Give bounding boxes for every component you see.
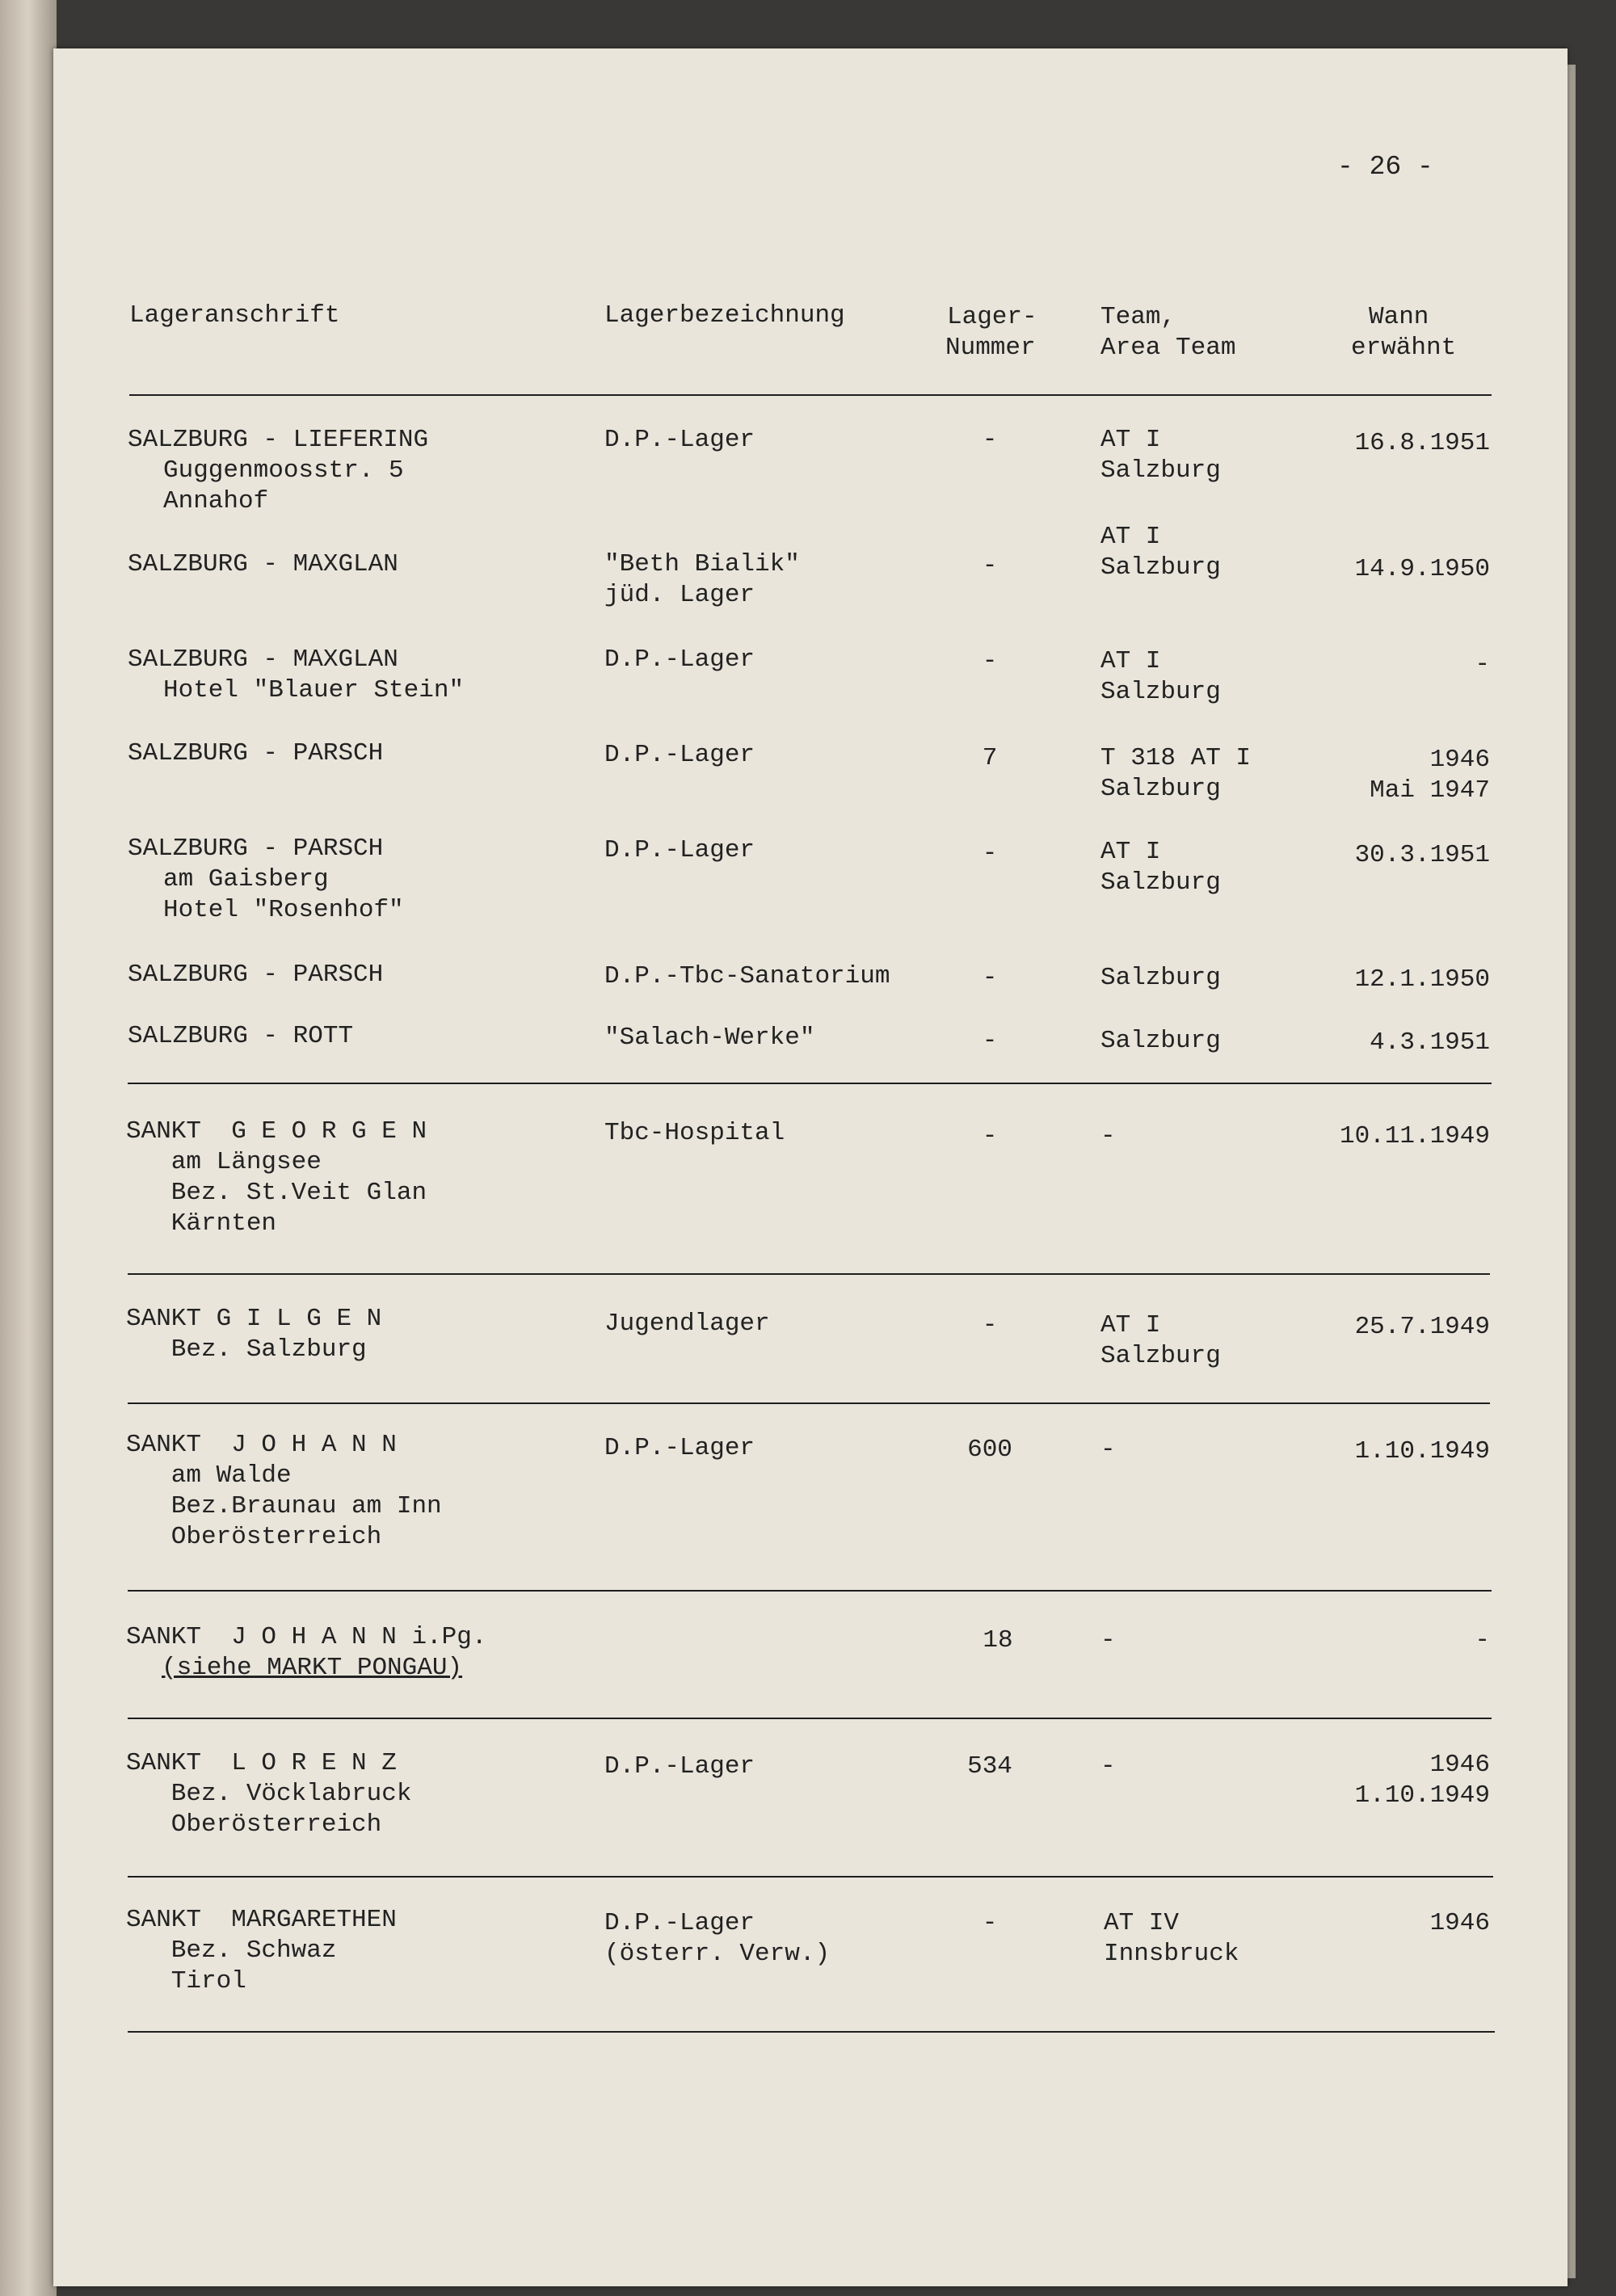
row-date: 12.1.1950	[1354, 965, 1490, 994]
row-address: SALZBURG - ROTT	[128, 1022, 354, 1050]
header-wann-1: Wann	[1369, 303, 1429, 331]
row-address: SALZBURG - PARSCH am Gaisberg Hotel "Rosenhof"	[128, 835, 404, 924]
row-team: AT I Salzburg	[1100, 1311, 1221, 1370]
row-address: SALZBURG - MAXGLAN	[128, 550, 398, 578]
row-date: -	[1475, 1626, 1490, 1655]
row-number: -	[982, 647, 998, 675]
row-designation: D.P.-Lager	[604, 1434, 755, 1462]
row-team: -	[1100, 1122, 1116, 1150]
facing-page-edge	[0, 0, 57, 2296]
section-rule	[128, 1083, 1492, 1084]
row-designation: D.P.-Lager	[604, 1752, 755, 1781]
row-designation: "Beth Bialik" jüd. Lager	[604, 550, 800, 609]
row-address: SALZBURG - LIEFERING Guggenmoosstr. 5 Annahof	[128, 426, 429, 515]
row-date: 30.3.1951	[1354, 841, 1490, 869]
row-number: 18	[983, 1626, 1013, 1655]
header-team-1: Team,	[1100, 303, 1176, 331]
row-team: Salzburg	[1100, 1027, 1221, 1055]
row-team: -	[1100, 1626, 1116, 1655]
row-team: AT I Salzburg	[1100, 838, 1221, 897]
row-address: SANKT G I L G E N Bez. Salzburg	[126, 1305, 382, 1364]
row-number: -	[982, 552, 998, 580]
row-designation: D.P.-Lager	[604, 836, 755, 864]
row-number: -	[982, 426, 998, 454]
row-address: SALZBURG - PARSCH	[128, 961, 384, 989]
header-lagerbezeichnung: Lagerbezeichnung	[604, 301, 845, 330]
header-rule	[129, 394, 1492, 396]
row-team: -	[1100, 1752, 1116, 1781]
row-team: AT IV Innsbruck	[1104, 1909, 1239, 1968]
header-nummer-1: Lager-	[947, 303, 1037, 331]
row-number: 534	[967, 1752, 1012, 1781]
row-designation: "Salach-Werke"	[604, 1024, 815, 1052]
row-date: 10.11.1949	[1339, 1122, 1490, 1150]
row-number: 7	[982, 744, 998, 772]
row-number: -	[982, 839, 998, 868]
row-address: SALZBURG - PARSCH	[128, 739, 384, 767]
row-date: 1946	[1429, 1909, 1490, 1937]
row-designation: D.P.-Lager	[604, 645, 755, 674]
row-date: -	[1475, 650, 1490, 679]
section-rule	[128, 1402, 1490, 1404]
row-number: -	[982, 1311, 998, 1339]
row-address: SALZBURG - MAXGLAN Hotel "Blauer Stein"	[128, 645, 465, 704]
row-team: -	[1100, 1436, 1116, 1464]
row-team: Salzburg	[1100, 964, 1221, 992]
row-date: 4.3.1951	[1370, 1028, 1490, 1057]
row-designation: D.P.-Lager	[604, 426, 755, 454]
row-address: SANKT J O H A N N i.Pg. (siehe MARKT PONGAU)	[126, 1623, 487, 1682]
header-wann-2: erwähnt	[1351, 334, 1457, 362]
row-designation: D.P.-Tbc-Sanatorium	[604, 962, 890, 990]
row-number: -	[982, 964, 998, 992]
row-designation: D.P.-Lager	[604, 741, 755, 769]
header-lageranschrift: Lageranschrift	[129, 301, 340, 330]
row-team: AT I Salzburg	[1100, 523, 1221, 582]
section-rule	[128, 2031, 1495, 2033]
row-date: 14.9.1950	[1354, 555, 1490, 583]
row-date: 1946 Mai 1947	[1370, 746, 1490, 805]
row-number: -	[982, 1027, 998, 1055]
row-designation: D.P.-Lager (österr. Verw.)	[604, 1909, 831, 1968]
header-team-2: Area Team	[1100, 334, 1236, 362]
page-number: - 26 -	[1337, 152, 1433, 182]
row-date: 1946 1.10.1949	[1354, 1751, 1490, 1810]
section-rule	[128, 1273, 1490, 1275]
section-rule	[128, 1876, 1493, 1878]
row-designation: Tbc-Hospital	[604, 1119, 785, 1147]
row-address: SANKT G E O R G E N am Längsee Bez. St.Veit Glan Kärnten	[126, 1117, 427, 1238]
header-nummer-2: Nummer	[945, 334, 1036, 362]
row-date: 16.8.1951	[1354, 429, 1490, 457]
section-rule	[128, 1590, 1492, 1592]
row-designation: Jugendlager	[604, 1310, 770, 1338]
section-rule	[128, 1718, 1492, 1719]
row-team: AT I Salzburg	[1100, 426, 1221, 485]
row-date: 1.10.1949	[1354, 1437, 1490, 1465]
row-team: AT I Salzburg	[1100, 647, 1221, 706]
row-number: -	[982, 1122, 998, 1150]
row-address: SANKT L O R E N Z Bez. Vöcklabruck Oberösterreich	[126, 1749, 412, 1839]
row-number: 600	[967, 1436, 1012, 1464]
row-address: SANKT MARGARETHEN Bez. Schwaz Tirol	[126, 1906, 397, 1995]
row-number: -	[982, 1909, 998, 1937]
row-date: 25.7.1949	[1354, 1313, 1490, 1341]
row-team: T 318 AT I Salzburg	[1100, 744, 1252, 803]
row-address: SANKT J O H A N N am Walde Bez.Braunau am Inn Oberösterreich	[126, 1431, 442, 1551]
